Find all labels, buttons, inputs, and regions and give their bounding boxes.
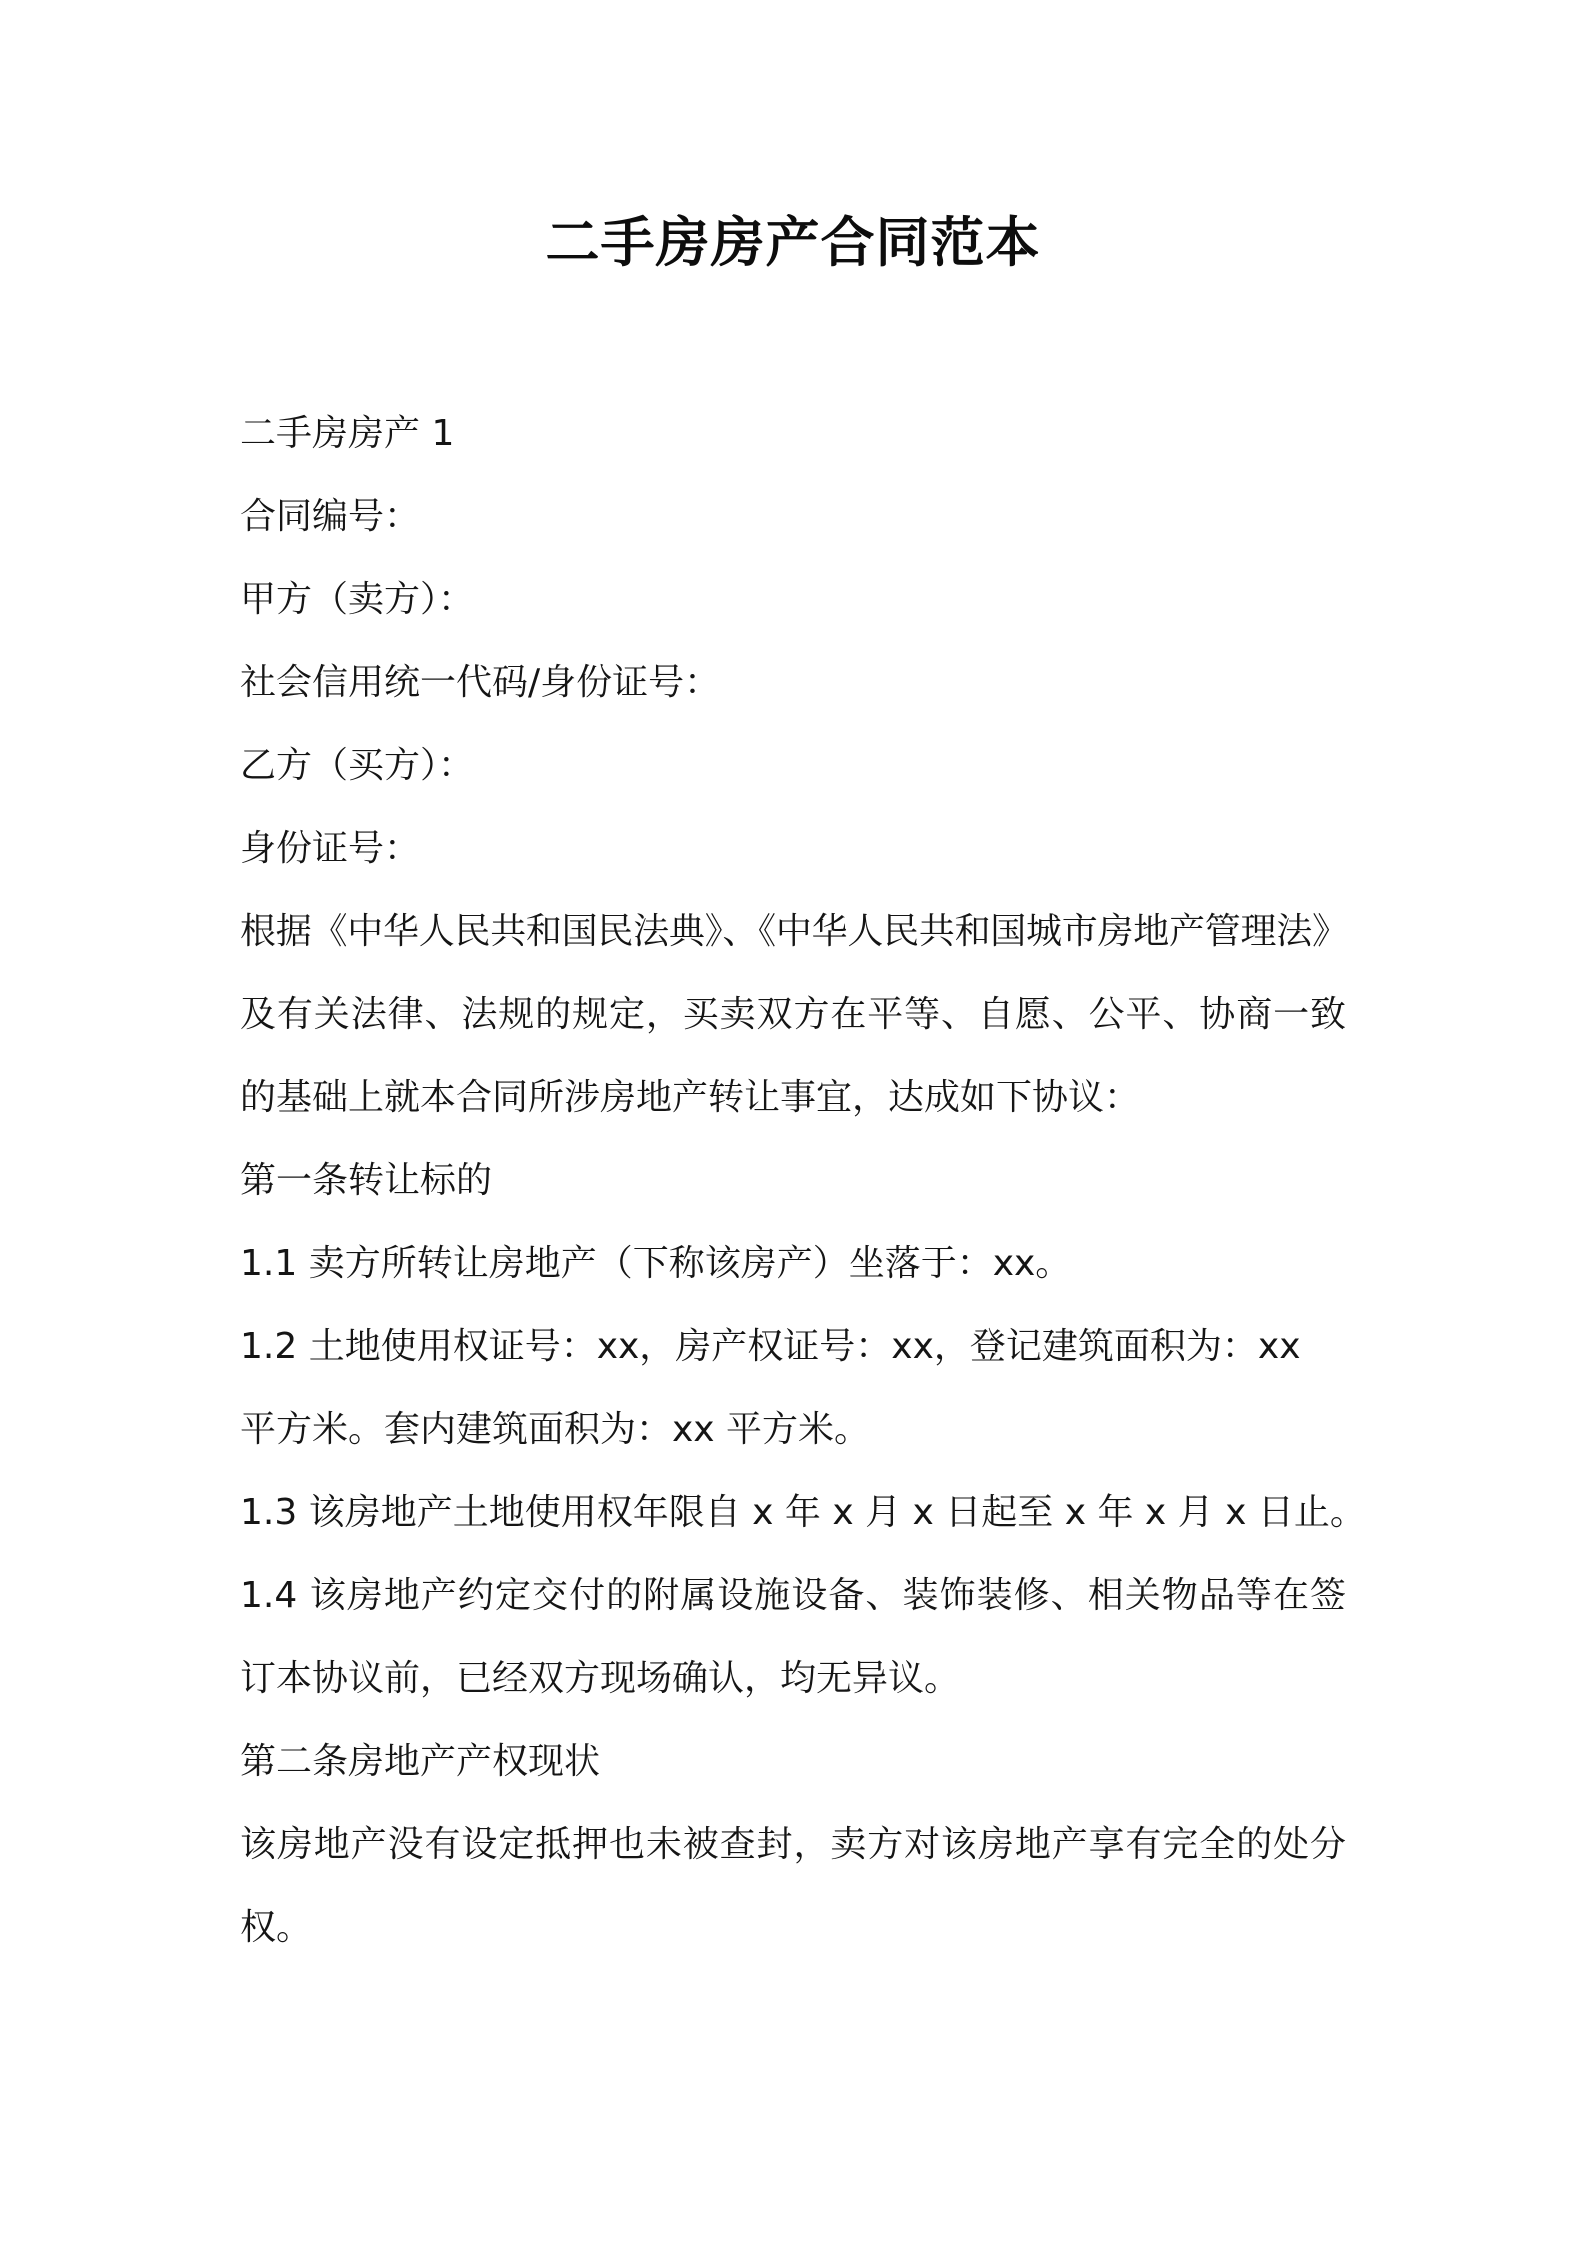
article-1-heading: 第一条转让标的 — [240, 1160, 493, 1201]
party-b-label: 乙方（买方）： — [240, 745, 475, 786]
contract-subtitle: 二手房房产 1 — [240, 413, 455, 454]
clause-1-4-continued: 订本协议前，已经双方现场确认，均无异议。 — [240, 1658, 961, 1699]
preamble-line: 的基础上就本合同所涉房地产转让事宜，达成如下协议： — [240, 1077, 1141, 1118]
document-body — [240, 392, 1366, 1969]
article-2-heading: 第二条房地产产权现状 — [240, 1741, 601, 1782]
clause-1-3: 1.3 该房地产土地使用权年限自 x 年 x 月 x 日起至 x 年 x 月 x 日止。 — [240, 1492, 1366, 1533]
clause-1-2: 1.2 土地使用权证号：xx，房产权证号：xx，登记建筑面积为：xx — [240, 1326, 1301, 1367]
preamble-line: 及有关法律、法规的规定，买卖双方在平等、自愿、公平、协商一致 — [240, 994, 1346, 1035]
article-2-text: 该房地产没有设定抵押也未被查封，卖方对该房地产享有完全的处分 — [240, 1824, 1346, 1865]
contract-number-label: 合同编号： — [240, 496, 421, 537]
preamble-line: 根据《中华人民共和国民法典》、《中华人民共和国城市房地产管理法》 — [240, 911, 1346, 952]
party-b-id-label: 身份证号： — [240, 828, 421, 869]
clause-1-2-continued: 平方米。套内建筑面积为：xx 平方米。 — [240, 1409, 871, 1450]
page-title: 二手房房产合同范本 — [545, 211, 1041, 274]
party-a-label: 甲方（卖方）： — [240, 579, 475, 620]
party-a-id-label: 社会信用统一代码/身份证号： — [240, 662, 721, 703]
clause-1-1: 1.1 卖方所转让房地产（下称该房产）坐落于：xx。 — [240, 1243, 1072, 1284]
article-2-text-continued: 权。 — [240, 1907, 313, 1948]
clause-1-4: 1.4 该房地产约定交付的附属设施设备、装饰装修、相关物品等在签 — [240, 1575, 1346, 1616]
